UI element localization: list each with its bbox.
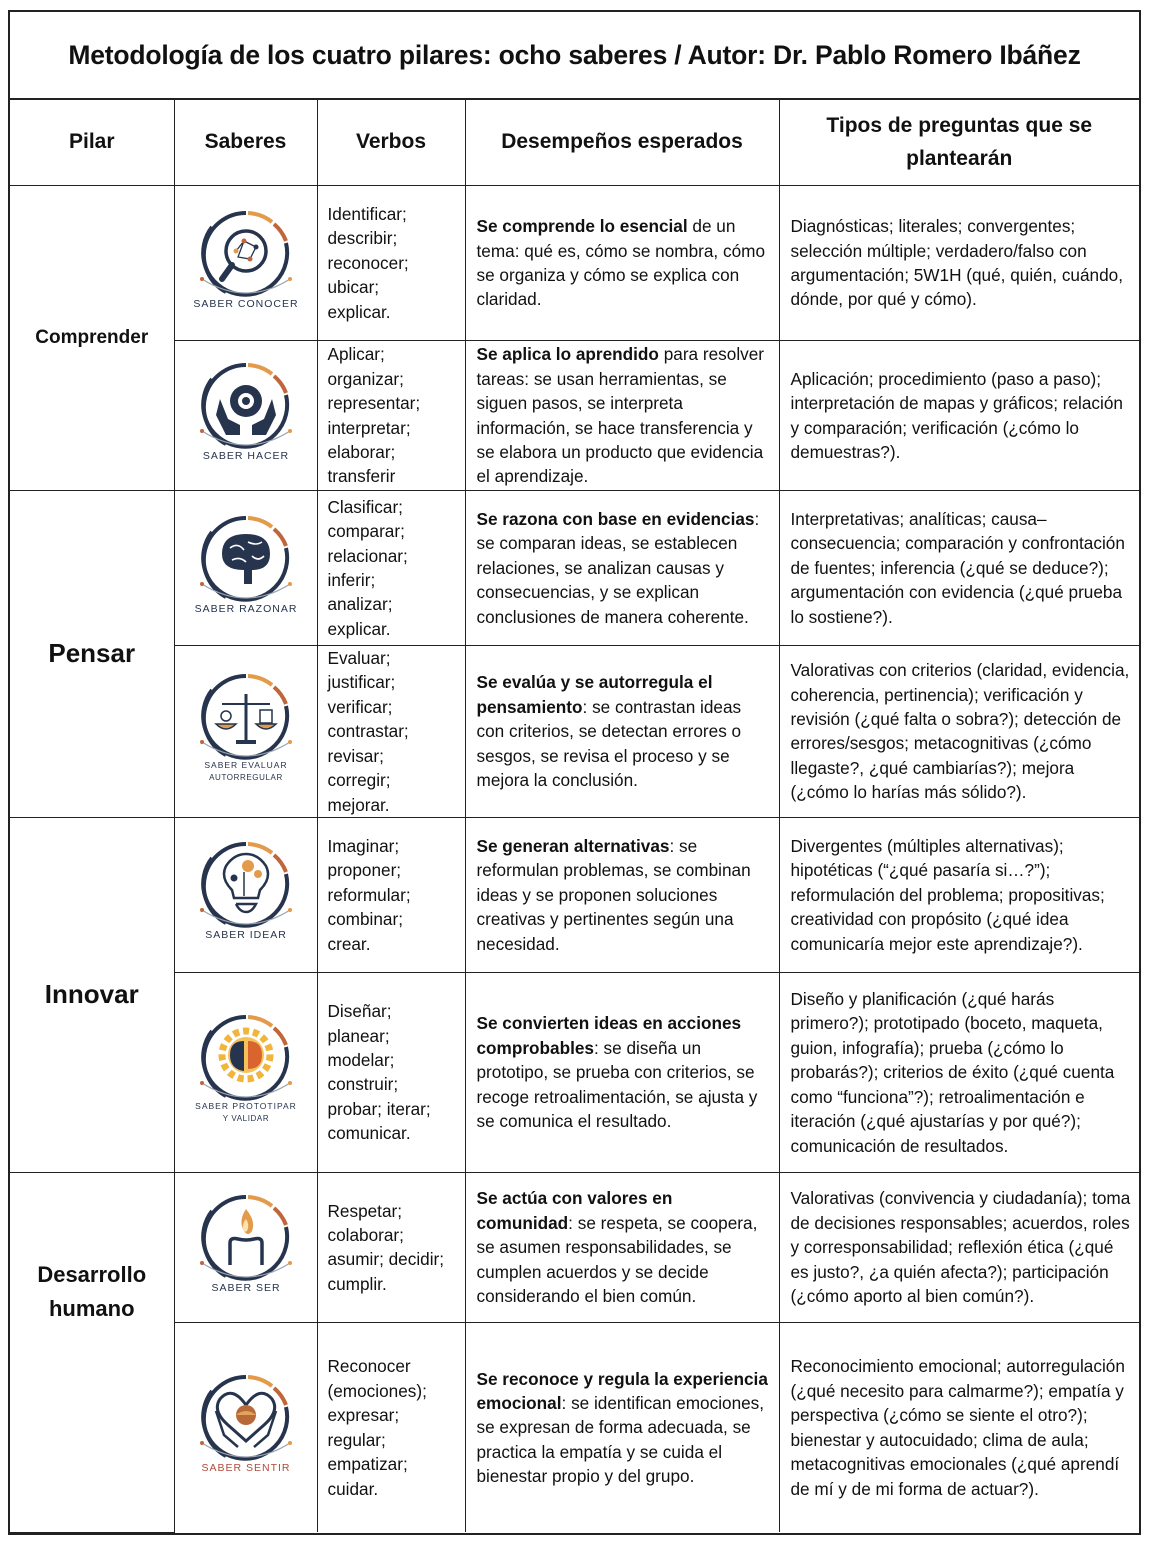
preguntas-cell: Reconocimiento emocional; autorregulación (¿qué necesito para calmarme?); empatía y perspectiva (¿cómo se siente el otro?); bienestar y autocuidado; clima de aula; metacognitivas emocionales (¿qué aprendí de mí y de mi forma de actuar?). xyxy=(779,1322,1139,1532)
pilar-cell xyxy=(10,817,174,1172)
saber-cell xyxy=(174,817,317,972)
preguntas-cell: Aplicación; procedimiento (paso a paso); interpretación de mapas y gráficos; relación y comparación; verificación (¿cómo lo demuestras?). xyxy=(779,341,1139,491)
brain-icon xyxy=(186,512,306,625)
verbos-cell xyxy=(317,1172,465,1322)
table-row xyxy=(10,817,1139,972)
verbo-item: Diseñar; xyxy=(327,1001,392,1022)
verbo-item: crear. xyxy=(327,933,371,954)
desempeno-text: : se contrastan ideas con criterios, se detectan errores o sesgos, se revisa el proceso y se mejora la conclusión. xyxy=(476,696,742,791)
preguntas-cell: Interpretativas; analíticas; causa–consecuencia; comparación y confrontación de fuentes; inferencia (¿qué se deduce?); argumentación con evidencia (¿qué prueba lo sostiene?). xyxy=(779,491,1139,646)
verbo-item: Reconocer xyxy=(327,1356,411,1377)
document-title: Metodología de los cuatro pilares: ocho saberes / Autor: Dr. Pablo Romero Ibáñez xyxy=(10,12,1139,100)
saber-cell xyxy=(174,972,317,1172)
verbo-item: Clasificar; xyxy=(327,496,403,517)
desempeno-highlight: Se evalúa y se autorregula el pensamiento xyxy=(476,672,713,717)
preguntas-cell: Valorativas (convivencia y ciudadanía); toma de decisiones responsables; acuerdos, roles y corresponsabilidad; reflexión ética (¿qué es justo?, ¿a quién afecta?); participación (¿cómo aporto al bien común?). xyxy=(779,1172,1139,1322)
svg-text:Y VALIDAR: Y VALIDAR xyxy=(222,1113,269,1123)
verbos-cell xyxy=(317,972,465,1172)
svg-text:SABER PROTOTIPAR: SABER PROTOTIPAR xyxy=(194,1100,297,1111)
desempeno-cell xyxy=(465,1322,779,1532)
preguntas-cell: Diagnósticas; literales; convergentes; selección múltiple; verdadero/falso con argumentación; 5W1H (qué, quién, cuándo, dónde, por qué y cómo). xyxy=(779,186,1139,341)
magnifier-network-icon xyxy=(186,207,306,320)
verbo-item: comunicar. xyxy=(327,1123,411,1144)
verbo-item: inferir; xyxy=(327,570,376,590)
gear-hands-icon xyxy=(186,359,306,472)
preguntas-cell: Divergentes (múltiples alternativas); hipotéticas (“¿qué pasaría si…?”); reformulación del problema; propositivas; creatividad con propósito (¿qué idea comunicaría mejor este aprendizaje?). xyxy=(779,817,1139,972)
desempeno-cell xyxy=(465,817,779,972)
methodology-table xyxy=(10,100,1139,1533)
verbo-item: transferir xyxy=(327,466,396,487)
svg-text:SABER SENTIR: SABER SENTIR xyxy=(200,1462,291,1475)
svg-text:SABER RAZONAR: SABER RAZONAR xyxy=(194,602,297,615)
svg-text:SABER EVALUAR: SABER EVALUAR xyxy=(203,759,288,770)
verbo-item: explicar. xyxy=(327,618,391,639)
desempeno-text: de un tema: qué es, cómo se nombra, cómo se organiza y cómo se explica con claridad. xyxy=(476,216,766,310)
verbo-item: justificar; xyxy=(327,672,396,693)
desempeno-highlight: Se generan alternativas xyxy=(476,835,670,856)
saber-cell xyxy=(174,491,317,646)
pilar-name: Innovar xyxy=(44,979,139,1010)
verbo-item: combinar; xyxy=(327,909,403,930)
methodology-sheet xyxy=(8,10,1141,1535)
verbo-item: reformular; xyxy=(327,884,411,905)
pilar-name: Comprender xyxy=(35,327,149,348)
verbo-item: cumplir. xyxy=(327,1273,387,1294)
desempeno-cell xyxy=(465,186,779,341)
verbo-item: interpretar; xyxy=(327,417,411,438)
verbos-cell xyxy=(317,186,465,341)
verbo-item: comparar; xyxy=(327,521,405,542)
table-row xyxy=(10,646,1139,818)
svg-text:SABER CONOCER: SABER CONOCER xyxy=(192,297,299,310)
verbo-item: mejorar. xyxy=(327,794,390,815)
pilar-cell xyxy=(10,491,174,818)
table-row xyxy=(10,1172,1139,1322)
preguntas-cell: Valorativas con criterios (claridad, evidencia, coherencia, pertinencia); verificación y revisión (¿qué falta o sobra?); detección de errores/sesgos; metacognitivas (¿cómo llegaste?, ¿qué cambiarías?); mejora (¿cómo lo harías más sólido?). xyxy=(779,646,1139,818)
verbo-item: analizar; xyxy=(327,594,393,615)
verbo-item: planear; xyxy=(327,1025,390,1046)
verbo-item: verificar; xyxy=(327,696,393,717)
verbo-item: Aplicar; xyxy=(327,344,385,365)
verbo-item: representar; xyxy=(327,393,421,414)
desempeno-cell xyxy=(465,972,779,1172)
saber-cell xyxy=(174,1322,317,1532)
verbo-item: cuidar. xyxy=(327,1478,379,1499)
verbos-cell xyxy=(317,491,465,646)
verbo-item: proponer; xyxy=(327,860,402,881)
desempeno-text: : se identifican emociones, se expresan de forma adecuada, se practica la empatía y se cuida el bienestar propio y del grupo. xyxy=(476,1393,765,1487)
verbo-item: ubicar; xyxy=(327,277,380,298)
svg-text:SABER SER: SABER SER xyxy=(210,1281,281,1294)
svg-text:SABER HACER: SABER HACER xyxy=(202,450,289,462)
verbo-item: regular; xyxy=(327,1429,386,1450)
verbo-item: modelar; xyxy=(327,1050,395,1071)
saber-cell xyxy=(174,646,317,818)
lightbulb-icon xyxy=(186,838,306,951)
preguntas-cell: Diseño y planificación (¿qué harás primero?); prototipado (boceto, maqueta, guion, infografía); prueba (¿cómo lo probarás?); criterios de éxito (¿qué cuenta como “funciona”?); retroalimentación e iteración (¿qué ajustarías y por qué?); comunicación de resultados. xyxy=(779,972,1139,1172)
desempeno-highlight: Se actúa con valores en comunidad xyxy=(476,1188,673,1233)
verbos-cell xyxy=(317,341,465,491)
pilar-cell xyxy=(10,186,174,491)
svg-text:AUTORREGULAR: AUTORREGULAR xyxy=(208,772,283,782)
table-header-row xyxy=(10,100,1139,186)
desempeno-cell xyxy=(465,341,779,491)
table-row xyxy=(10,186,1139,341)
saber-cell xyxy=(174,186,317,341)
table-row xyxy=(10,972,1139,1172)
desempeno-text: : se comparan ideas, se establecen relaciones, se analizan causas y consecuencias, y se explican conclusiones de manera coherente. xyxy=(476,508,760,627)
verbo-item: Respetar; xyxy=(327,1200,403,1221)
desempeno-text: : se diseña un prototipo, se prueba con criterios, se recoge retroalimentación, se ajusta y se comunica el resultado. xyxy=(476,1037,758,1132)
svg-text:SABER IDEAR: SABER IDEAR xyxy=(204,929,287,942)
desempeno-highlight: Se razona con base en evidencias xyxy=(476,508,755,529)
desempeno-cell xyxy=(465,646,779,818)
desempeno-cell xyxy=(465,491,779,646)
verbo-item: expresar; xyxy=(327,1405,400,1426)
verbos-cell xyxy=(317,1322,465,1532)
candle-icon xyxy=(186,1191,306,1304)
saber-cell xyxy=(174,341,317,491)
header-pilar: Pilar xyxy=(10,100,174,186)
pilar-name: Pensar xyxy=(48,638,136,669)
verbo-item: Identificar; xyxy=(327,203,407,224)
verbo-item: organizar; xyxy=(327,368,404,389)
desempeno-text: : se reformulan problemas, se combinan ideas y se proponen soluciones creativas y pertinentes según una necesidad. xyxy=(476,835,751,954)
verbo-item: (emociones); xyxy=(327,1380,427,1401)
pilar-cell xyxy=(10,1172,174,1532)
desempeno-text: para resolver tareas: se usan herramientas, se siguen pasos, se interpreta información, se hace transferencia y se elabora un producto que evidencia el aprendizaje. xyxy=(476,344,765,487)
header-verbos: Verbos xyxy=(317,100,465,186)
pilar-name: Desarrollo humano xyxy=(37,1262,147,1322)
verbo-item: asumir; decidir; xyxy=(327,1249,445,1270)
header-desempenos: Desempeños esperados xyxy=(465,100,779,186)
verbo-item: elaborar; xyxy=(327,441,396,462)
verbo-item: explicar. xyxy=(327,301,391,322)
heart-hands-icon xyxy=(186,1371,306,1484)
header-saberes: Saberes xyxy=(174,100,317,186)
desempeno-highlight: Se comprende lo esencial xyxy=(476,216,688,237)
verbo-item: Evaluar; xyxy=(327,648,391,668)
verbo-item: Imaginar; xyxy=(327,835,400,856)
table-row xyxy=(10,491,1139,646)
header-preguntas: Tipos de preguntas que se plantearán xyxy=(779,100,1139,186)
desempeno-highlight: Se convierten ideas en acciones comprobables xyxy=(476,1013,742,1058)
desempeno-text: : se respeta, se coopera, se asumen responsabilidades, se cumplen acuerdos y se decide considerando el bien común. xyxy=(476,1212,758,1307)
verbo-item: corregir; xyxy=(327,770,391,791)
desempeno-highlight: Se aplica lo aprendido xyxy=(476,344,659,365)
table-row xyxy=(10,341,1139,491)
table-row xyxy=(10,1322,1139,1532)
verbo-item: relacionar; xyxy=(327,545,408,566)
verbos-cell xyxy=(317,646,465,818)
verbo-item: reconocer; xyxy=(327,252,409,273)
desempeno-highlight: Se reconoce y regula la experiencia emocional xyxy=(476,1368,768,1414)
verbo-item: construir; xyxy=(327,1074,399,1095)
gear-brain-wrench-icon xyxy=(186,1011,306,1134)
verbo-item: probar; iterar; xyxy=(327,1098,431,1119)
verbo-item: describir; xyxy=(327,228,398,249)
verbos-cell xyxy=(317,817,465,972)
saber-cell xyxy=(174,1172,317,1322)
desempeno-cell xyxy=(465,1172,779,1322)
verbo-item: revisar; xyxy=(327,745,384,766)
verbo-item: empatizar; xyxy=(327,1454,408,1475)
balance-scale-icon xyxy=(186,670,306,793)
verbo-item: colaborar; xyxy=(327,1225,404,1246)
verbo-item: contrastar; xyxy=(327,721,409,742)
